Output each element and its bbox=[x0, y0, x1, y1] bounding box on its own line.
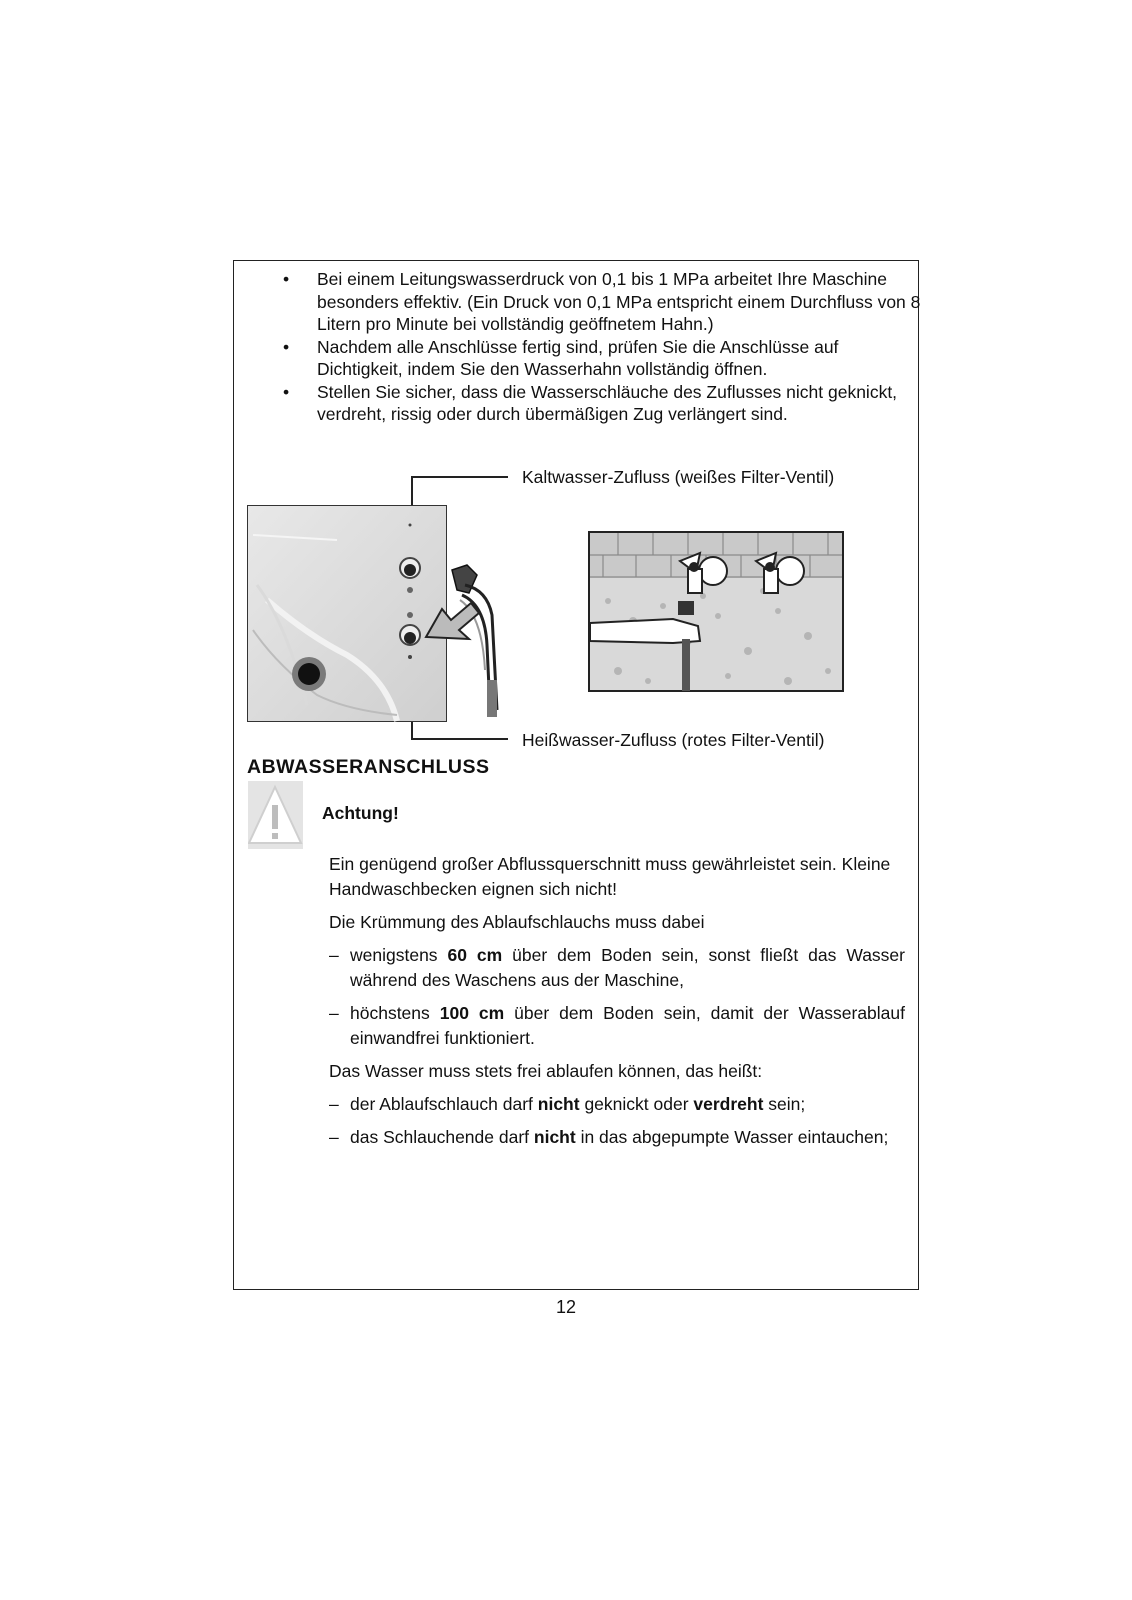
section-heading: ABWASSERANSCHLUSS bbox=[247, 756, 490, 778]
list-item bbox=[283, 381, 923, 426]
list-item bbox=[283, 268, 923, 336]
bullet-text: Stellen Sie sicher, dass die Wasserschläuche des Zuflusses nicht geknickt, verdreht, rissig oder durch übermäßigen Zug verlängert sind. bbox=[317, 381, 898, 424]
list-item-text: das Schlauchende darf nicht in das abgepumpte Wasser eintauchen; bbox=[350, 1127, 889, 1147]
bullet-marker: • bbox=[283, 269, 290, 289]
paragraph: Ein genügend großer Abflussquerschnitt muss gewährleistet sein. Kleine Handwaschbecken eignen sich nicht! bbox=[329, 854, 891, 899]
warning-label: Achtung! bbox=[322, 803, 399, 823]
list-item bbox=[329, 1001, 905, 1051]
cold-water-callout: Kaltwasser-Zufluss (weißes Filter-Ventil) bbox=[522, 467, 835, 487]
bullet-marker: • bbox=[283, 336, 290, 357]
machine-inlet-illustration bbox=[247, 505, 507, 723]
bullet-marker: • bbox=[283, 381, 290, 402]
dash-marker: – bbox=[329, 1003, 339, 1023]
dash-marker: – bbox=[329, 945, 339, 965]
list-item-text: der Ablaufschlauch darf nicht geknickt oder verdreht sein; bbox=[350, 1094, 806, 1114]
list-item bbox=[283, 336, 923, 381]
list-item-text: wenigstens 60 cm über dem Boden sein, sonst fließt das Wasser während des Waschens aus der Maschine, bbox=[350, 945, 905, 990]
list-item-text: höchstens 100 cm über dem Boden sein, damit der Wasserablauf einwandfrei funktioniert. bbox=[350, 1003, 905, 1048]
section-body bbox=[329, 852, 905, 1158]
paragraph: Das Wasser muss stets frei ablaufen können, das heißt: bbox=[329, 1061, 763, 1081]
hot-water-callout: Heißwasser-Zufluss (rotes Filter-Ventil) bbox=[522, 730, 825, 750]
list-item bbox=[329, 943, 905, 993]
cold-callout-line-h bbox=[411, 476, 508, 478]
list-item bbox=[329, 1092, 905, 1117]
warning-icon bbox=[248, 781, 303, 849]
bullet-text: Bei einem Leitungswasserdruck von 0,1 bis 1 MPa arbeitet Ihre Maschine besonders effektiv. (Ein Druck von 0,1 MPa entspricht einem Durchfluss von 8 Litern pro Minute bei vollständig geöffnetem Hahn.) bbox=[317, 269, 921, 334]
dash-marker: – bbox=[329, 1127, 339, 1147]
list-item bbox=[329, 1125, 905, 1150]
bullet-text: Nachdem alle Anschlüsse fertig sind, prüfen Sie die Anschlüsse auf Dichtigkeit, indem Sie den Wasserhahn vollständig öffnen. bbox=[317, 336, 839, 379]
page-number: 12 bbox=[555, 1297, 577, 1317]
bullet-list bbox=[283, 268, 923, 426]
water-tap-illustration bbox=[588, 531, 844, 692]
dash-marker: – bbox=[329, 1094, 339, 1114]
hot-callout-line-h bbox=[411, 738, 508, 740]
paragraph: Die Krümmung des Ablaufschlauchs muss dabei bbox=[329, 912, 705, 932]
